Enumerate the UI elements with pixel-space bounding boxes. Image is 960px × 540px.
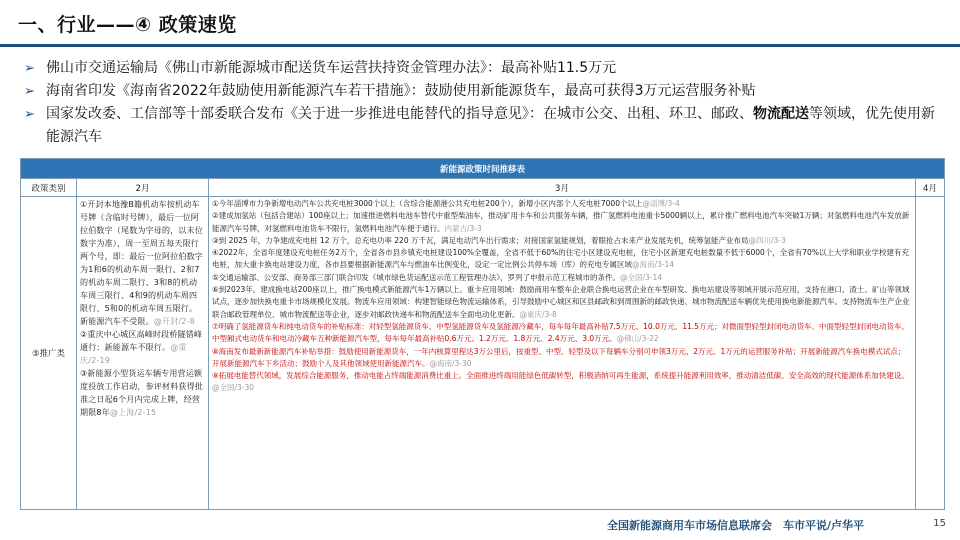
policy-item-highlighted xyxy=(212,321,912,346)
column-header-mar: 3月 xyxy=(209,179,916,197)
policy-item xyxy=(212,210,912,235)
feb-policies-cell xyxy=(77,197,209,510)
policy-text: ⑥到2023年，建成换电站200座以上，推广换电模式新能源汽车1万辆以上。重卡应用领域：鼓励商用车整车企业联合换电运营企业在车型研发、换电站建设等领域开展示范应用，支持在港口、渣土、矿山等领域试点，逐步加快换电重卡市场规模化发展。物流车应用领域：构建智能绿色物流运输体系，引导鼓励中心城区和区县邮政和到周围新的邮政快递、城市物流配送车辆优先使用换电新能源汽车。支持物流车生产企业联合邮政管理单位、城市物流配送等企业，逐步对邮政快递车和物流配送车全面电动化更新。 xyxy=(212,285,910,319)
policy-text: ②建成加氢站（包括合建站）100座以上；加速推进燃料电池车替代中重型柴油车，推动矿用卡车和公共服务车辆，推广氢燃料电池重卡5000辆以上，累计推广燃料电池汽车突破1万辆；对氢燃料电池汽车发放新能源汽车号牌，对氢燃料电池货车不限行，氢燃料电池汽车便于通行。 xyxy=(212,211,910,233)
policy-source: @四川/3-3 xyxy=(748,235,786,245)
page-title: 一、行业——④ 政策速览 xyxy=(18,14,237,36)
policy-source: @全国/3-30 xyxy=(212,383,255,393)
policy-source: @上海/2-15 xyxy=(109,408,157,417)
policy-source: @开封/2-8 xyxy=(153,317,195,326)
policy-source: @全国/3-14 xyxy=(619,272,663,282)
policy-source: @佛山/3-22 xyxy=(616,334,659,344)
arrow-bullet-icon: ➢ xyxy=(24,61,35,76)
bullet-list xyxy=(20,57,945,149)
policy-text: ⑤交通运输部、公安部、商务部三部门联合印发《城市绿色货运配送示范工程管理办法》，罗列了申报示范工程城市的条件。 xyxy=(212,272,620,282)
bullet-item xyxy=(20,80,945,103)
arrow-bullet-icon: ➢ xyxy=(24,84,35,99)
policy-timeline-table xyxy=(20,158,944,510)
policy-source: @重庆/3-8 xyxy=(519,309,557,319)
title-divider xyxy=(0,44,960,47)
policy-text: ①开封本地豫B籍机动车按机动车号牌（含临时号牌），最后一位阿拉伯数字（尾数为字母的，以末位数字为准），周一至周五每天限行两个号，即：最后一位阿拉伯数字为1和6的机动车周一限行、2和7的机动车周二限行、3和8的机动车周三限行、4和9的机动车周四限行、5和0的机动车周五限行。新能源汽车不受限。 xyxy=(80,200,203,326)
bullet-highlight: 物流配送 xyxy=(753,106,809,122)
policy-text: ⑨拓展电能替代领域，发展综合能源服务，推动电能占终端能源消费比重上。全面推进终端用能绿色低碳转型，积极消纳可再生能源，系统提升能源利用效率，推动清洁低碳、安全高效的现代能源体系加快建设。 xyxy=(212,371,909,381)
column-header-feb: 2月 xyxy=(77,179,209,197)
column-header-category: 政策类别 xyxy=(21,179,77,197)
bullet-item xyxy=(20,103,945,149)
bullet-text: 佛山市交通运输局《佛山市新能源城市配送货车运营扶持资金管理办法》：最高补贴11.5万元 xyxy=(46,60,617,76)
policy-text: ③到 2025 年，力争建成充电桩 12 万个，总充电功率 220 万千瓦，满足电动汽车出行需求；对接国家氢能规划，着眼抢占未来产业发展先机，统筹氢能产业布局 xyxy=(212,235,749,245)
policy-text: ③新能源小型货运车辆专用营运额度投放工作启动，参评材料获得批准之日起6个月内完成上牌，经营期限8年 xyxy=(80,369,203,417)
policy-item xyxy=(80,328,205,367)
policy-source: 内蒙古/3-3 xyxy=(444,223,482,233)
policy-text: ②重庆中心城区高峰时段桥隧错峰通行：新能源车不限行。 xyxy=(80,330,203,352)
column-header-apr: 4月 xyxy=(916,179,945,197)
policy-text: ⑦明确了氢能源货车和纯电动货车的补贴标准：对轻型氢能源货车、中型氢能源货车及氢能源冷藏车，每车每年最高补贴7.5万元、10.0万元、11.5万元；对微面型轻型封闭电动货车、中面型轻型封闭电动货车、中型厢式电动货车和电动冷藏车五种新能源汽车型，每车每年最高补贴0.6万元、1.2万元、1.8万元、2.4万元、3.0万元。 xyxy=(212,321,910,344)
policy-item xyxy=(212,235,912,247)
policy-text: ④2022年，全省年度建设充电桩任务2万个，全省各市县乡镇充电桩建设100%全覆盖，全省不低于60%的住宅小区建设充电桩，住宅小区新建充电桩数量不低于6000个，全省有70%以上大学和职业学校建有充电桩，加大重卡换电站建设力度，各市县要根据新能源汽车与燃油车比例变化，设定一定比例公共停车场（库）的充电专属区域 xyxy=(212,248,909,270)
policy-text: ①今年淄博市力争新增电动汽车公共充电桩3000个以上（含综合能源港公共充电桩200个），新增小区内部个人充电桩7000个以上 xyxy=(212,199,643,208)
policy-item xyxy=(212,284,912,321)
policy-item-highlighted xyxy=(212,370,912,395)
policy-item xyxy=(212,272,912,284)
policy-text: ⑧海南发布最新新能源汽车补贴举措：鼓励使用新能源货车，一年内核算里程达3万公里后，按重型、中型、轻型及以下每辆车分别可申领3万元、2万元、1万元的运营服务补贴；开展新能源汽车换电模式试点；开展新能源汽车下乡活动；鼓励个人及其他领域使用新能源汽车。 xyxy=(212,346,906,368)
policy-source: @海南/3-14 xyxy=(632,260,675,270)
apr-policies-cell xyxy=(916,197,945,510)
policy-source: @海南/3-30 xyxy=(429,358,472,368)
policy-item xyxy=(80,367,205,419)
page-number: 15 xyxy=(933,518,946,529)
bullet-item xyxy=(20,57,945,80)
policy-category-cell: ⑤推广类 xyxy=(21,197,77,510)
bullet-text: 等领域，优先使用新能源汽车 xyxy=(46,106,935,145)
bullet-text: 海南省印发《海南省2022年鼓励使用新能源汽车若干措施》：鼓励使用新能源货车，最高可获得3万元运营服务补贴 xyxy=(46,83,756,99)
policy-item-highlighted xyxy=(212,346,912,371)
policy-source: @重庆/2-19 xyxy=(80,343,187,365)
table-caption: 新能源政策时间推移表 xyxy=(21,159,945,179)
bullet-text: 国家发改委、工信部等十部委联合发布《关于进一步推进电能替代的指导意见》：在城市公交、出租、环卫、邮政、 xyxy=(46,106,753,122)
policy-item xyxy=(212,198,912,210)
policy-item xyxy=(212,247,912,272)
arrow-bullet-icon: ➢ xyxy=(24,107,35,122)
policy-source: @淄博/3-4 xyxy=(642,199,680,208)
footer-credit: 全国新能源商用车市场信息联席会 车市平说/卢华平 xyxy=(606,519,864,532)
policy-item xyxy=(80,198,205,328)
mar-policies-cell xyxy=(209,197,916,510)
